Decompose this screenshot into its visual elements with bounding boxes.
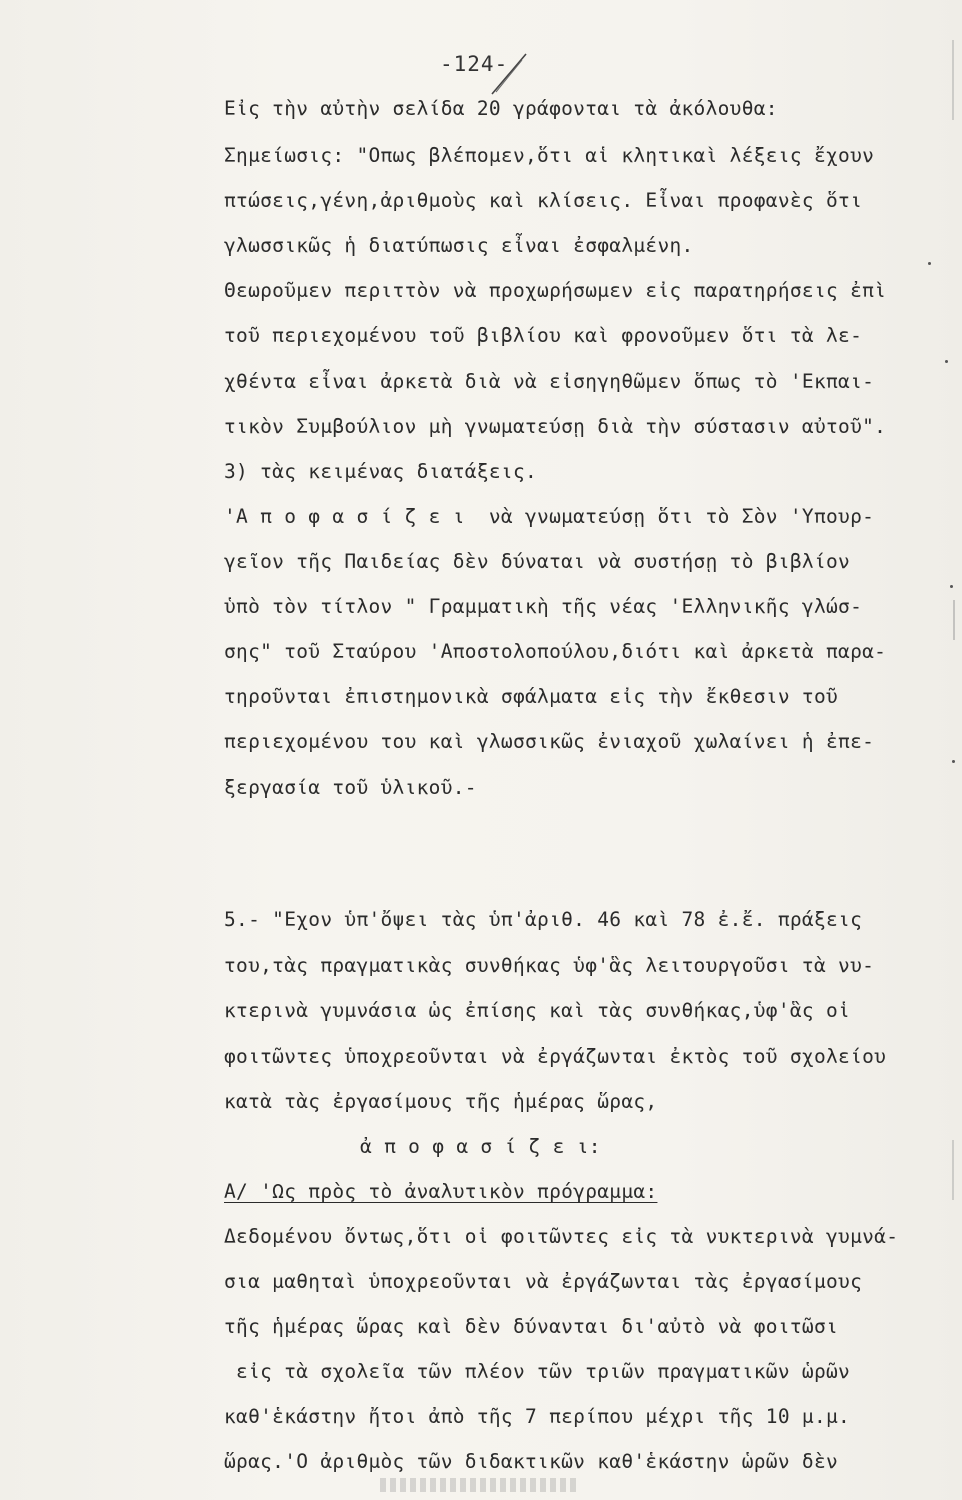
text-line: Σημείωσις: "Οπως βλέπομεν,ὅτι αἱ κλητικαὶ λέξεις ἔχουν	[224, 144, 875, 167]
text-line: κτερινὰ γυμνάσια ὡς ἐπίσης καὶ τὰς συνθήκας,ὑφ'ἃς οἱ	[224, 999, 851, 1022]
text-line: τικὸν Συμβούλιον μὴ γνωματεύσῃ διὰ τὴν σύστασιν αὐτοῦ".	[224, 415, 887, 438]
text-line: ὑπὸ τὸν τίτλον " Γραμματικὴ τῆς νέας 'Ελληνικῆς γλώσ-	[224, 595, 863, 618]
text-line: τηροῦνται ἐπιστημονικὰ σφάλματα εἰς τὴν ἔκθεσιν τοῦ	[224, 685, 839, 708]
page-number: -124-	[440, 52, 509, 76]
text-line: πτώσεις,γένη,ἀριθμοὺς καὶ κλίσεις. Εἶναι προφανὲς ὅτι	[224, 189, 863, 212]
text-line: 'Α π ο φ α σ ί ζ ε ι νὰ γνωματεύσῃ ὅτι τὸ Σὸν 'Υπουρ-	[224, 505, 875, 528]
text-line: κατὰ τὰς ἐργασίμους τῆς ἡμέρας ὥρας,	[224, 1090, 658, 1113]
text-line: περιεχομένου του καὶ γλωσσικῶς ἐνιαχοῦ χωλαίνει ἡ ἐπε-	[224, 730, 875, 753]
text-line: του,τὰς πραγματικὰς συνθήκας ὑφ'ἃς λειτουργοῦσι τὰ νυ-	[224, 954, 875, 977]
text-line: γλωσσικῶς ἡ διατύπωσις εἶναι ἐσφαλμένη.	[224, 234, 694, 257]
text-line: Θεωροῦμεν περιττὸν νὰ προχωρήσωμεν εἰς παρατηρήσεις ἐπὶ	[224, 279, 887, 302]
text-line: ξεργασία τοῦ ὑλικοῦ.-	[224, 776, 477, 799]
text-line: φοιτῶντες ὑποχρεοῦνται νὰ ἐργάζωνται ἐκτὸς τοῦ σχολείου	[224, 1045, 887, 1068]
text-line: Δεδομένου ὄντως,ὅτι οἱ φοιτῶντες εἰς τὰ νυκτερινὰ γυμνά-	[224, 1225, 899, 1248]
text-line: τῆς ἡμέρας ὥρας καὶ δὲν δύνανται δι'αὐτὸ νὰ φοιτῶσι	[224, 1315, 839, 1338]
binding-edge-marks	[948, 0, 958, 1500]
text-line: σης" τοῦ Σταύρου 'Αποστολοπούλου,διότι καὶ ἀρκετὰ παρα-	[224, 640, 887, 663]
handwritten-stroke-mark	[486, 50, 530, 96]
text-line: σια μαθηταὶ ὑποχρεοῦνται νὰ ἐργάζωνται τὰς ἐργασίμους	[224, 1270, 863, 1293]
text-line: 5.- "Εχον ὑπ'ὄψει τὰς ὑπ'ἀριθ. 46 καὶ 78 ἐ.ἔ. πράξεις	[224, 908, 863, 931]
text-line: χθέντα εἶναι ἀρκετὰ διὰ νὰ εἰσηγηθῶμεν ὅπως τὸ 'Εκπαι-	[224, 370, 875, 393]
section-heading: Α/ 'Ως πρὸς τὸ ἀναλυτικὸν πρόγραμμα:	[224, 1180, 658, 1203]
text-line: καθ'ἑκάστην ἤτοι ἀπὸ τῆς 7 περίπου μέχρι τῆς 10 μ.μ.	[224, 1405, 851, 1428]
text-line: εἰς τὰ σχολεῖα τῶν πλέον τῶν τριῶν πραγματικῶν ὡρῶν	[224, 1360, 851, 1383]
text-line: γεῖον τῆς Παιδείας δὲν δύναται νὰ συστήσῃ τὸ βιβλίον	[224, 550, 851, 573]
decision-heading: ἀ π ο φ α σ ί ζ ε ι:	[360, 1135, 601, 1158]
text-line: 3) τὰς κειμένας διατάξεις.	[224, 460, 538, 483]
faded-footer-stamp	[380, 1478, 580, 1492]
text-line: ὥρας.'Ο ἀριθμὸς τῶν διδακτικῶν καθ'ἑκάστην ὡρῶν δὲν	[224, 1450, 839, 1473]
margin-dot	[928, 262, 931, 265]
text-line: τοῦ περιεχομένου τοῦ βιβλίου καὶ φρονοῦμεν ὅτι τὰ λε-	[224, 324, 863, 347]
text-line: Εἰς τὴν αὐτὴν σελίδα 20 γράφονται τὰ ἀκόλουθα:	[224, 97, 778, 120]
